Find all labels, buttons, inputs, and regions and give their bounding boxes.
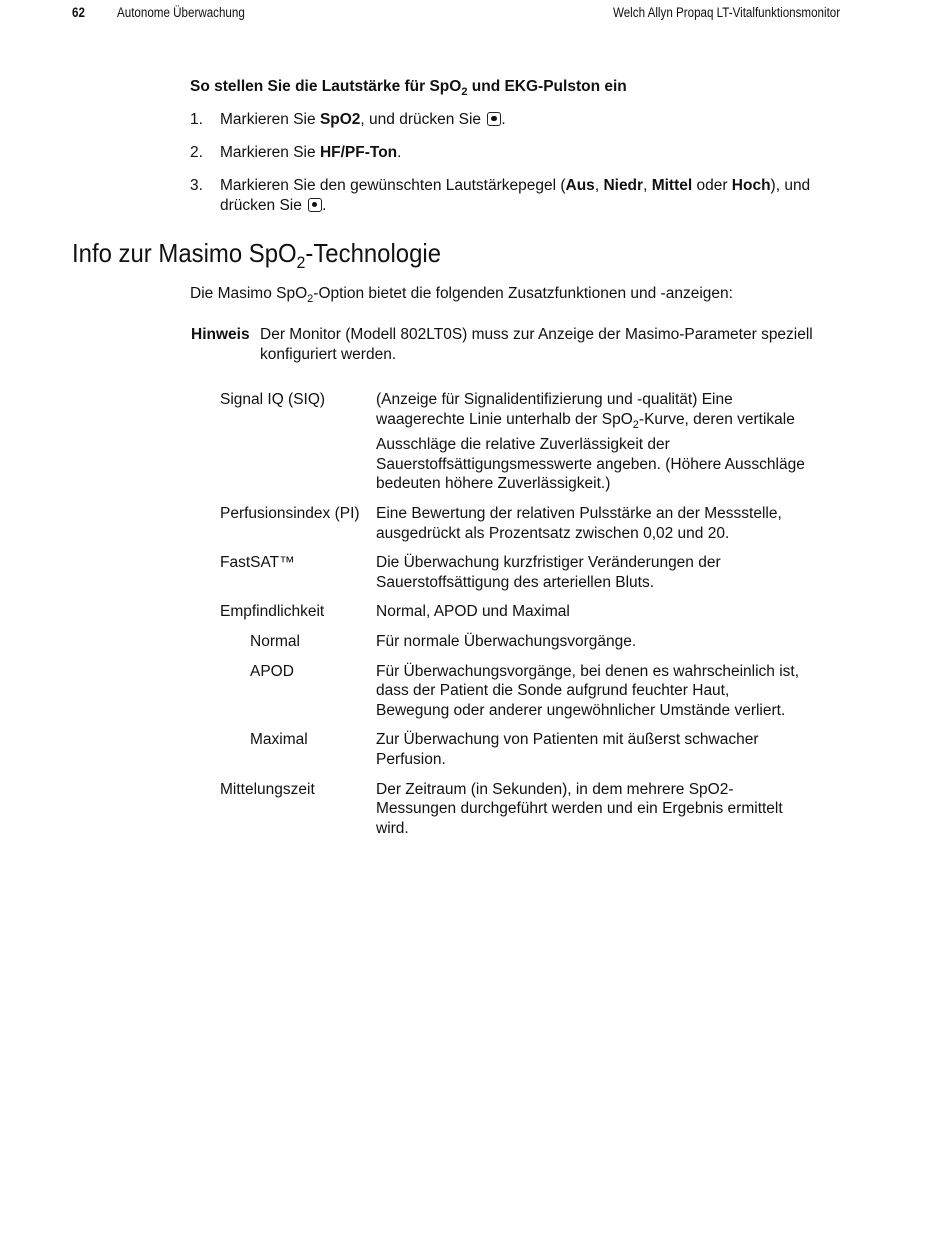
menu-term: Aus <box>565 177 595 194</box>
menu-term: Hoch <box>731 177 771 194</box>
definition-description: Die Überwachung kurzfristiger Veränderungen der Sauerstoffsättigung des arteriellen Bluts. <box>376 554 721 591</box>
step-number: 2. <box>190 144 203 161</box>
step-3: 3. Markieren Sie den gewünschten Lautstärkepegel (Aus, Niedr, Mittel oder Hoch), und drücken Sie . <box>190 177 811 214</box>
definition-description: Eine Bewertung der relativen Pulsstärke an der Messstelle, ausgedrückt als Prozentsatz zwischen 0,02 und 20. <box>376 504 782 542</box>
definition-row <box>220 504 820 543</box>
step-1: 1. Markieren Sie SpO2, und drücken Sie . <box>190 111 506 128</box>
step-number: 1. <box>190 111 203 128</box>
menu-term: SpO2 <box>319 111 361 128</box>
procedure-title: So stellen Sie die Lautstärke für SpO$_2$ und EKG-Pulston ein <box>190 78 627 98</box>
note-text: Der Monitor (Modell 802LT0S) muss zur Anzeige der Masimo-Parameter speziell konfiguriert werden. <box>260 326 813 363</box>
select-button-icon <box>308 198 322 212</box>
definition-row <box>220 730 820 769</box>
menu-term: Mittel <box>651 177 693 194</box>
definition-description: Der Zeitraum (in Sekunden), in dem mehrere SpO2-Messungen durchgeführt werden und ein Ergebnis ermittelt wird. <box>376 780 783 837</box>
definition-term: Signal IQ (SIQ) <box>220 391 326 408</box>
definition-list <box>220 390 820 848</box>
definition-description: Normal, APOD und Maximal <box>376 603 570 621</box>
definition-description: (Anzeige für Signalidentifizierung und -qualität) Eine waagerechte Linie unterhalb der SpO$_2$-Kurve, deren vertikale Ausschläge die relative Zuverlässigkeit der Sauerstoffsättigungsmesswerte angeben. (Höhere Ausschläge bedeuten höhere Zuverlässigkeit.) <box>376 391 805 493</box>
definition-row <box>220 390 820 494</box>
definition-row <box>220 662 820 721</box>
definition-term: Mittelungszeit <box>220 780 315 798</box>
page-number: 62 <box>72 5 85 20</box>
definition-term: Perfusionsindex (PI) <box>220 504 360 522</box>
definition-description: Für normale Überwachungsvorgänge. <box>376 632 637 650</box>
procedure-steps <box>190 110 845 229</box>
definition-description: Für Überwachungsvorgänge, bei denen es wahrscheinlich ist, dass der Patient die Sonde aufgrund feuchter Haut, Bewegung oder anderer ungewöhnlicher Umstände verliert. <box>376 662 800 719</box>
select-button-icon <box>487 112 501 126</box>
step-number: 3. <box>190 177 203 194</box>
definition-term: Maximal <box>250 731 308 749</box>
running-section-title: Autonome Überwachung <box>117 5 245 20</box>
definition-term: Normal <box>250 632 300 650</box>
definition-row <box>220 632 820 652</box>
menu-term: HF/PF-Ton <box>319 144 398 161</box>
step-2: 2. Markieren Sie HF/PF-Ton. <box>190 144 402 161</box>
definition-row <box>220 553 820 592</box>
menu-term: Niedr <box>603 177 644 194</box>
definition-row <box>220 602 820 622</box>
note-box <box>191 325 851 364</box>
definition-term: APOD <box>250 662 294 680</box>
definition-description: Zur Überwachung von Patienten mit äußerst schwacher Perfusion. <box>376 731 759 768</box>
definition-term: FastSAT™ <box>220 554 295 572</box>
definition-term: Empfindlichkeit <box>220 603 325 621</box>
section-heading: Info zur Masimo SpO$_2$-Technologie <box>72 238 442 272</box>
section-intro: Die Masimo SpO$_2$-Option bietet die folgenden Zusatzfunktionen und -anzeigen: <box>190 285 733 305</box>
definition-row <box>220 780 820 839</box>
running-document-title: Welch Allyn Propaq LT-Vitalfunktionsmonitor <box>612 5 840 20</box>
note-label: Hinweis <box>191 326 250 343</box>
